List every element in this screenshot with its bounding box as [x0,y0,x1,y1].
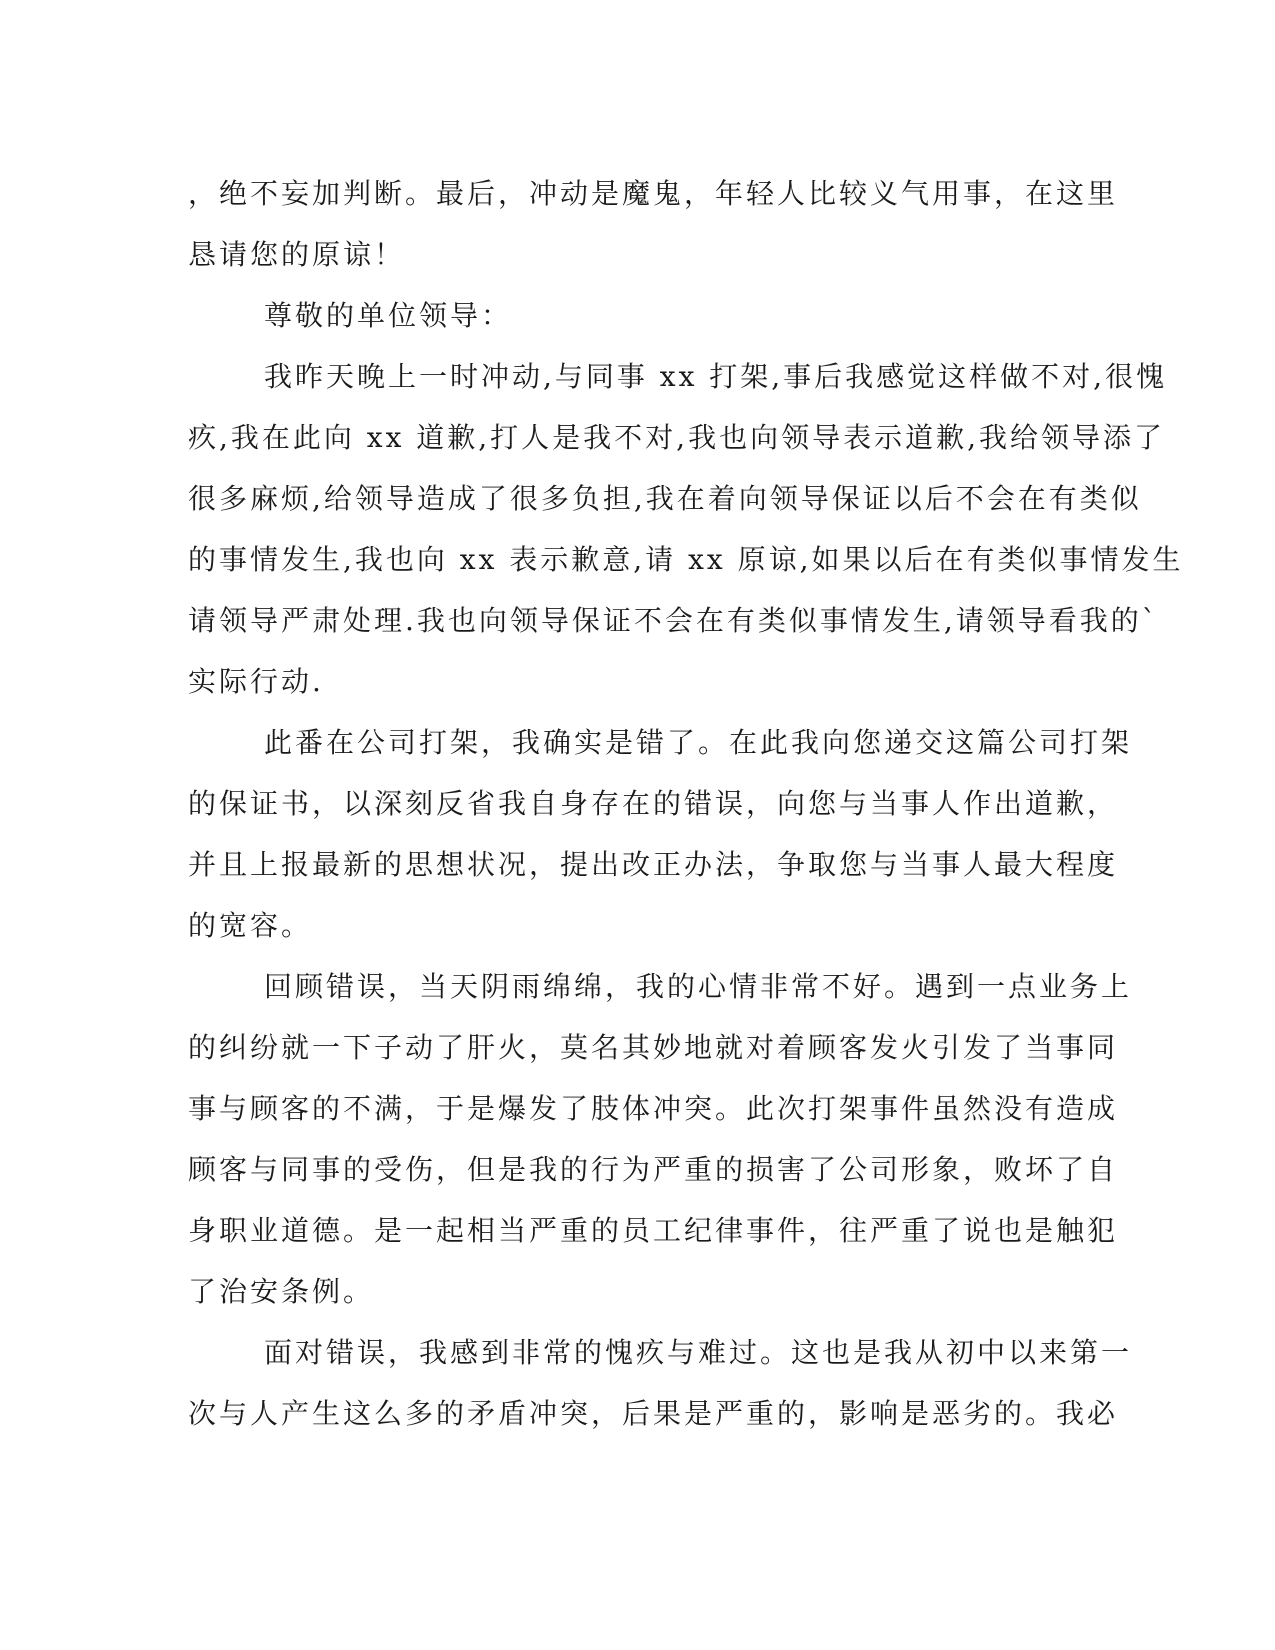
text-line: 顾客与同事的受伤，但是我的行为严重的损害了公司形象，败坏了自 [188,1153,1119,1186]
paragraph-start: 我昨天晚上一时冲动,与同事 xx 打架,事后我感觉这样做不对,很愧 [264,360,1168,393]
document-body [188,163,1184,1444]
text-line: 的事情发生,我也向 xx 表示歉意,请 xx 原谅,如果以后在有类似事情发生 [188,543,1184,576]
text-line: 了治安条例。 [188,1275,375,1308]
text-line: 的宽容。 [188,909,313,942]
text-line: 次与人产生这么多的矛盾冲突，后果是严重的，影响是恶劣的。我必 [188,1397,1119,1430]
text-line: ，绝不妄加判断。最后，冲动是魔鬼，年轻人比较义气用事，在这里 [188,177,1119,210]
text-line: 请领导严肃处理.我也向领导保证不会在有类似事情发生,请领导看我的` [188,604,1159,637]
text-line: 的保证书，以深刻反省我自身存在的错误，向您与当事人作出道歉， [188,787,1119,820]
text-line: 身职业道德。是一起相当严重的员工纪律事件，往严重了说也是触犯 [188,1214,1119,1247]
text-line: 很多麻烦,给领导造成了很多负担,我在着向领导保证以后不会在有类似 [188,482,1142,515]
text-line: 的纠纷就一下子动了肝火，莫名其妙地就对着顾客发火引发了当事同 [188,1031,1119,1064]
paragraph-start: 回顾错误，当天阴雨绵绵，我的心情非常不好。遇到一点业务上 [264,970,1133,1003]
text-line: 并且上报最新的思想状况，提出改正办法，争取您与当事人最大程度 [188,848,1119,881]
text-line: 实际行动. [188,665,324,698]
text-line: 事与顾客的不满，于是爆发了肢体冲突。此次打架事件虽然没有造成 [188,1092,1119,1125]
paragraph-start: 此番在公司打架，我确实是错了。在此我向您递交这篇公司打架 [264,726,1133,759]
text-line: 疚,我在此向 xx 道歉,打人是我不对,我也向领导表示道歉,我给领导添了 [188,421,1165,454]
text-line: 恳请您的原谅！ [188,238,406,271]
salutation: 尊敬的单位领导： [264,299,513,332]
paragraph-start: 面对错误，我感到非常的愧疚与难过。这也是我从初中以来第一 [264,1336,1133,1369]
